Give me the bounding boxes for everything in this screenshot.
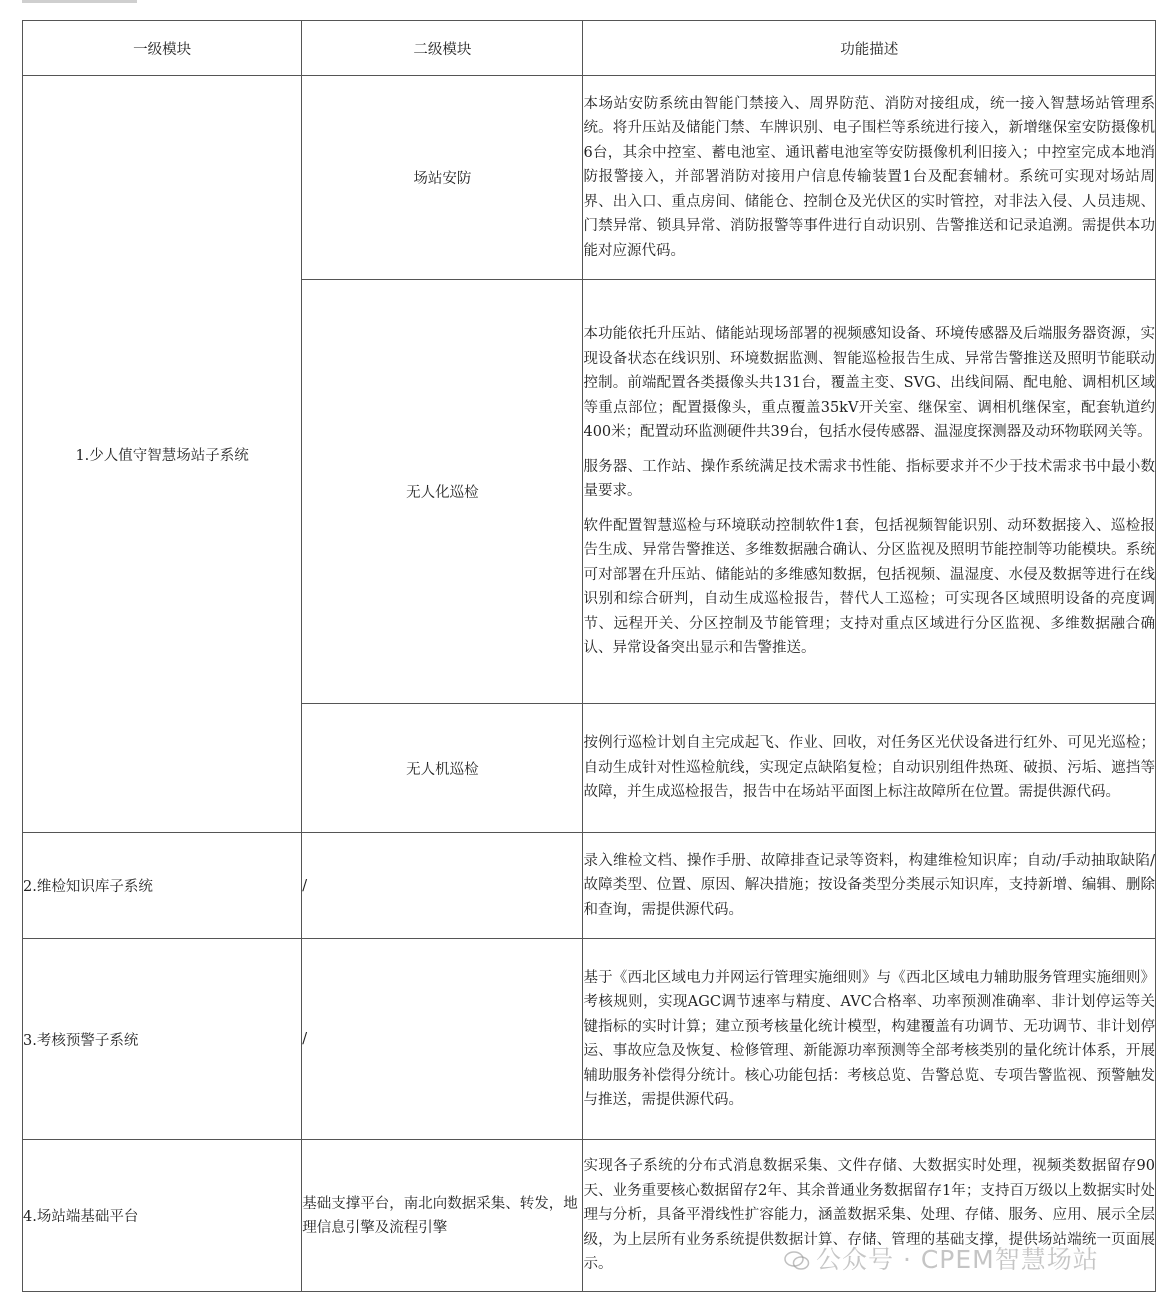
table-row — [23, 76, 1156, 280]
description-cell — [583, 704, 1156, 833]
header-level1: 一级模块 — [23, 21, 302, 76]
level1-cell: 2.维检知识库子系统 — [23, 833, 302, 939]
description-paragraph: 基于《西北区域电力并网运行管理实施细则》与《西北区域电力辅助服务管理实施细则》考核规则，实现AGC调节速率与精度、AVC合格率、功率预测准确率、非计划停运等关键指标的实时计算；建立预考核量化统计模型，构建覆盖有功调节、无功调节、非计划停运、事故应急及恢复、检修管理、新能源功率预测等全部考核类别的量化统计体系，开展辅助服务补偿得分统计。核心功能包括：考核总览、告警总览、专项告警监视、预警触发与推送，需提供源代码。 — [583, 969, 1155, 1108]
top-decoration-line — [22, 0, 137, 3]
level2-cell: 基础支撑平台，南北向数据采集、转发，地理信息引擎及流程引擎 — [302, 1140, 583, 1292]
table-row — [23, 833, 1156, 939]
module-spec-table — [22, 20, 1156, 1292]
header-description: 功能描述 — [583, 21, 1156, 76]
description-paragraph: 实现各子系统的分布式消息数据采集、文件存储、大数据实时处理，视频类数据留存90天、业务重要核心数据留存2年、其余普通业务数据留存1年；支持百万级以上数据实时处理与分析，具备平滑线性扩容能力，涵盖数据采集、处理、存储、服务、应用、展示全层级，为上层所有业务系统提供数据计算、存储、管理的基础支撑，提供场站端统一页面展示。 — [583, 1158, 1155, 1273]
table-row — [23, 1140, 1156, 1292]
description-cell — [583, 76, 1156, 280]
level2-cell: / — [302, 833, 583, 939]
description-paragraph: 录入维检文档、操作手册、故障排查记录等资料，构建维检知识库；自动/手动抽取缺陷/故障类型、位置、原因、解决措施；按设备类型分类展示知识库，支持新增、编辑、删除和查询，需提供源代码。 — [583, 852, 1155, 918]
description-paragraph: 本功能依托升压站、储能站现场部署的视频感知设备、环境传感器及后端服务器资源，实现设备状态在线识别、环境数据监测、智能巡检报告生成、异常告警推送及照明节能联动控制。前端配置各类摄像头共131台，覆盖主变、SVG、出线间隔、配电舱、调相机区域等重点部位；配置摄像头，重点覆盖35kV开关室、继保室、调相机继保室，配套轨道约400米；配置动环监测硬件共39台，包括水侵传感器、温湿度探测器及动环物联网关等。 — [583, 326, 1155, 441]
header-level2: 二级模块 — [302, 21, 583, 76]
table-row — [23, 939, 1156, 1140]
level2-cell: 无人机巡检 — [302, 704, 583, 833]
description-paragraph: 服务器、工作站、操作系统满足技术需求书性能、指标要求并不少于技术需求书中最小数量要求。 — [583, 458, 1155, 500]
description-paragraph: 按例行巡检计划自主完成起飞、作业、回收，对任务区光伏设备进行红外、可见光巡检；自动生成针对性巡检航线，实现定点缺陷复检；自动识别组件热斑、破损、污垢、遮挡等故障，并生成巡检报告，报告中在场站平面图上标注故障所在位置。需提供源代码。 — [583, 735, 1155, 801]
level2-cell: 场站安防 — [302, 76, 583, 280]
description-cell — [583, 833, 1156, 939]
watermark-text: 公众号 · CPEM智慧场站 — [816, 1245, 1099, 1274]
description-paragraph: 本场站安防系统由智能门禁接入、周界防范、消防对接组成，统一接入智慧场站管理系统。将升压站及储能门禁、车牌识别、电子围栏等系统进行接入，新增继保室安防摄像机6台，其余中控室、蓄电池室、通讯蓄电池室等安防摄像机利旧接入；中控室完成本地消防报警接入，并部署消防对接用户信息传输装置1台及配套辅材。系统可实现对场站周界、出入口、重点房间、储能仓、控制仓及光伏区的实时管控，对非法入侵、人员违规、门禁异常、锁具异常、消防报警等事件进行自动识别、告警推送和记录追溯。需提供本功能对应源代码。 — [583, 95, 1155, 259]
description-cell — [583, 280, 1156, 704]
level1-cell: 3.考核预警子系统 — [23, 939, 302, 1140]
level2-cell: 无人化巡检 — [302, 280, 583, 704]
level1-cell: 4.场站端基础平台 — [23, 1140, 302, 1292]
level1-cell: 1.少人值守智慧场站子系统 — [23, 76, 302, 833]
description-paragraph: 软件配置智慧巡检与环境联动控制软件1套，包括视频智能识别、动环数据接入、巡检报告生成、异常告警推送、多维数据融合确认、分区监视及照明节能控制等功能模块。系统可对部署在升压站、储能站的多维感知数据，包括视频、温湿度、水侵及数据等进行在线识别和综合研判，自动生成巡检报告，替代人工巡检；可实现各区域照明设备的亮度调节、远程开关、分区控制及节能管理；支持对重点区域进行分区监视、多维数据融合确认、异常设备突出显示和告警推送。 — [583, 517, 1155, 657]
description-cell — [583, 939, 1156, 1140]
description-cell — [583, 1140, 1156, 1292]
table-header-row — [23, 21, 1156, 76]
level2-cell: / — [302, 939, 583, 1140]
